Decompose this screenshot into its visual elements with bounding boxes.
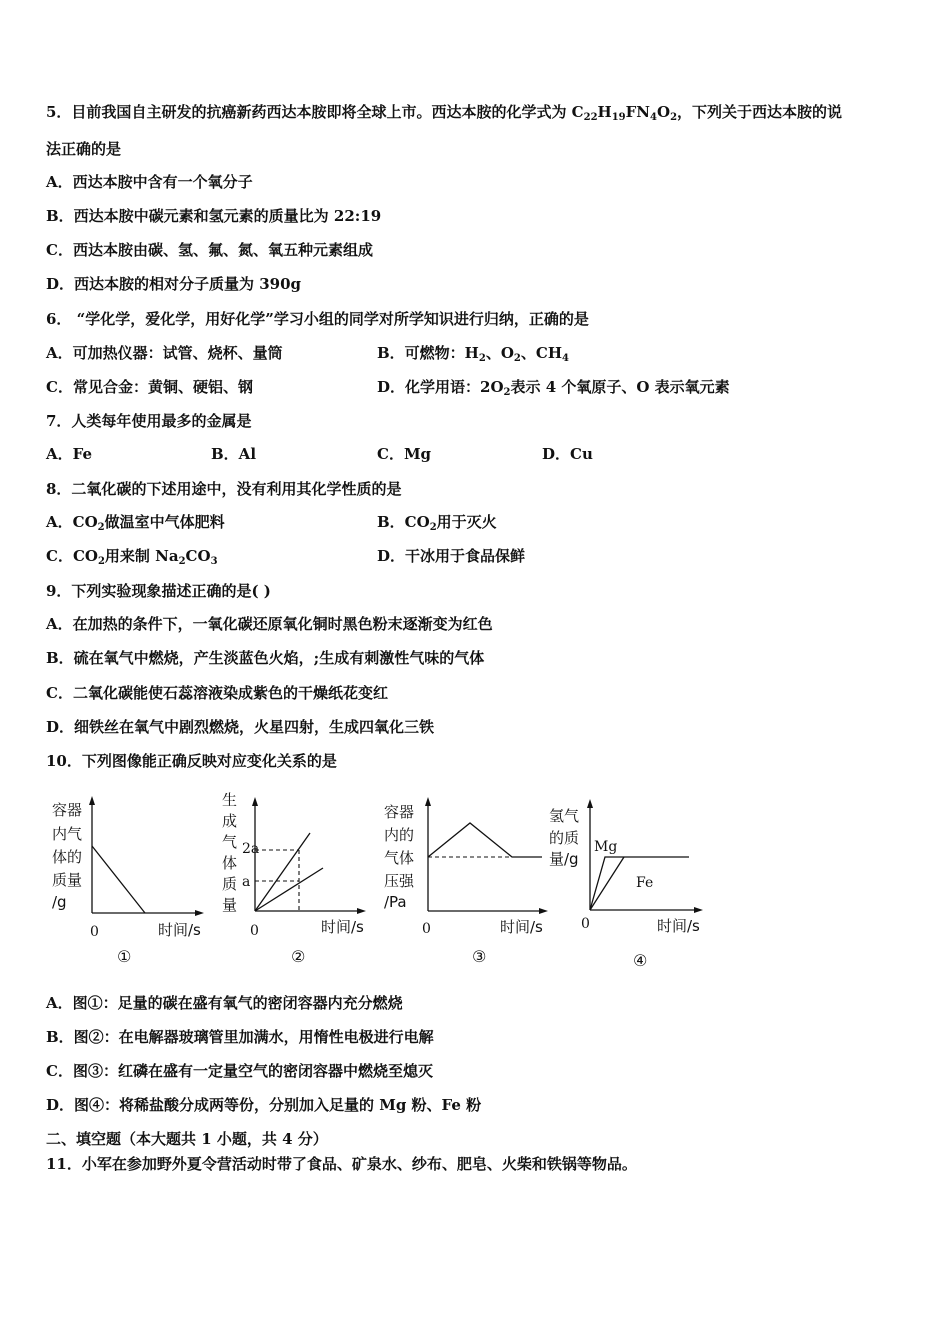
- q8-option-d: D．干冰用于食品保鲜: [377, 547, 526, 565]
- graph-4-number: ④: [633, 951, 648, 970]
- graph-2-line-h2: [255, 833, 310, 911]
- graph-1-number: ①: [117, 947, 132, 966]
- graph-3-svg: [382, 793, 557, 943]
- graph-2-ylabel-0: 生: [222, 791, 238, 809]
- q10-option-b: B．图②：在电解器玻璃管里加满水，用惰性电极进行电解: [46, 1028, 434, 1046]
- q6-option-c: C．常见合金：黄铜、硬铝、钢: [46, 378, 253, 396]
- graph-2-ylabel-1: 成: [222, 812, 238, 830]
- graph-2: [218, 793, 378, 947]
- graph-1-origin: 0: [90, 924, 99, 940]
- q10-stem: 10．下列图像能正确反映对应变化关系的是: [46, 752, 337, 770]
- q5-option-b: B．西达本胺中碳元素和氢元素的质量比为 22:19: [46, 207, 382, 225]
- graph-1-ylabel-0: 容器: [52, 801, 83, 819]
- graph-2-tick-a: a: [242, 874, 251, 890]
- graph-3-origin: 0: [422, 921, 431, 937]
- graph-2-xlabel: 时间/s: [321, 918, 364, 936]
- graph-2-ylabel-2: 气: [222, 833, 238, 851]
- graph-1-ylabel-2: 体的: [52, 848, 83, 866]
- graph-1-ylabel-1: 内气: [52, 825, 83, 843]
- graph-2-ylabel-4: 质: [222, 875, 238, 893]
- graph-3-ylabel-0: 容器: [384, 803, 415, 821]
- q5-option-d: D．西达本胺的相对分子质量为 390g: [46, 275, 302, 293]
- q8-option-a: A．$CO_2$做温室中气体肥料: [46, 513, 225, 533]
- graph-4-ylabel-1: 的质: [549, 829, 580, 847]
- q7-option-d: D．Cu: [542, 445, 593, 463]
- q11-stem: 11．小军在参加野外夏令营活动时带了食品、矿泉水、纱布、肥皂、火柴和铁锅等物品。: [46, 1155, 637, 1173]
- graph-3-ylabel-1: 内的: [384, 826, 415, 844]
- q5-option-a: A．西达本胺中含有一个氧分子: [46, 173, 253, 191]
- q9-option-d: D．细铁丝在氧气中剧烈燃烧，火星四射，生成四氧化三铁: [46, 718, 435, 736]
- graph-4-mg-label: Mg: [594, 839, 618, 855]
- graph-4-xlabel: 时间/s: [657, 917, 700, 935]
- graph-3-xlabel: 时间/s: [500, 918, 543, 936]
- graph-1: [48, 793, 208, 947]
- graph-4-line-fe: [590, 857, 624, 910]
- q6-option-d: D．化学用语：$2O_2$表示 4 个氧原子、O 表示氧元素: [377, 378, 730, 398]
- graph-2-ylabel-3: 体: [222, 854, 238, 872]
- q9-option-a: A．在加热的条件下，一氧化碳还原氧化铜时黑色粉末逐渐变为红色: [46, 615, 493, 633]
- graph-2-tick-2a: 2a: [242, 841, 260, 857]
- q6-option-a: A．可加热仪器：试管、烧杯、量筒: [46, 344, 283, 362]
- graph-4-svg: [547, 793, 717, 943]
- section-2-heading: 二、填空题（本大题共 1 小题，共 4 分）: [46, 1130, 328, 1148]
- q9-option-b: B．硫在氧气中燃烧，产生淡蓝色火焰，;生成有刺激性气味的气体: [46, 649, 485, 667]
- graph-1-ylabel-4: /g: [52, 893, 67, 911]
- graph-2-svg: [218, 793, 378, 943]
- q9-stem: 9．下列实验现象描述正确的是( ): [46, 582, 271, 600]
- q6-stem: 6． “学化学，爱化学，用好化学”学习小组的同学对所学知识进行归纳，正确的是: [46, 310, 589, 328]
- q7-stem: 7．人类每年使用最多的金属是: [46, 412, 252, 430]
- q7-option-b: B．Al: [211, 445, 257, 463]
- q10-option-c: C．图③：红磷在盛有一定量空气的密闭容器中燃烧至熄灭: [46, 1062, 433, 1080]
- graph-4-ylabel-2: 量/g: [549, 850, 579, 868]
- q6-option-b: B．可燃物：$H_2$、$O_2$、$CH_4$: [377, 344, 569, 364]
- graph-2-origin: 0: [250, 923, 259, 939]
- graph-1-svg: [48, 793, 208, 943]
- graph-3-number: ③: [472, 947, 487, 966]
- graph-3-ylabel-3: 压强: [384, 872, 415, 890]
- graph-4: [547, 793, 717, 947]
- q9-option-c: C．二氧化碳能使石蕊溶液染成紫色的干燥纸花变红: [46, 684, 388, 702]
- graph-2-number: ②: [291, 947, 306, 966]
- q5-option-c: C．西达本胺由碳、氢、氟、氮、氧五种元素组成: [46, 241, 373, 259]
- q10-option-a: A．图①：足量的碳在盛有氧气的密闭容器内充分燃烧: [46, 994, 403, 1012]
- graph-3-ylabel-4: /Pa: [384, 893, 407, 911]
- q8-option-b: B．$CO_2$用于灭火: [377, 513, 497, 533]
- graph-4-fe-label: Fe: [636, 875, 654, 891]
- graph-1-line: [92, 846, 145, 913]
- graph-4-origin: 0: [581, 916, 590, 932]
- q5-stem: 5．目前我国自主研发的抗癌新药西达本胺即将全球上市。西达本胺的化学式为 $C_{22}H_{19}FN_4O_2$，下列关于西达本胺的说: [46, 103, 843, 123]
- graph-3: [382, 793, 557, 947]
- graph-1-xlabel: 时间/s: [158, 921, 201, 939]
- graph-1-ylabel-3: 质量: [52, 871, 83, 889]
- graph-3-ylabel-2: 气体: [384, 849, 415, 867]
- q8-option-c: C．$CO_2$用来制 $Na_2CO_3$: [46, 547, 218, 567]
- graph-2-line-o2: [255, 868, 323, 911]
- q7-option-a: A．Fe: [46, 445, 93, 463]
- q7-option-c: C．Mg: [377, 445, 432, 463]
- q8-stem: 8．二氧化碳的下述用途中，没有利用其化学性质的是: [46, 480, 402, 498]
- graph-3-line: [428, 823, 542, 857]
- graph-4-ylabel-0: 氢气: [549, 807, 580, 825]
- q5-stem-cont: 法正确的是: [46, 140, 122, 158]
- q10-option-d: D．图④：将稀盐酸分成两等份，分别加入足量的 Mg 粉、Fe 粉: [46, 1096, 482, 1114]
- graph-2-ylabel-5: 量: [222, 896, 238, 914]
